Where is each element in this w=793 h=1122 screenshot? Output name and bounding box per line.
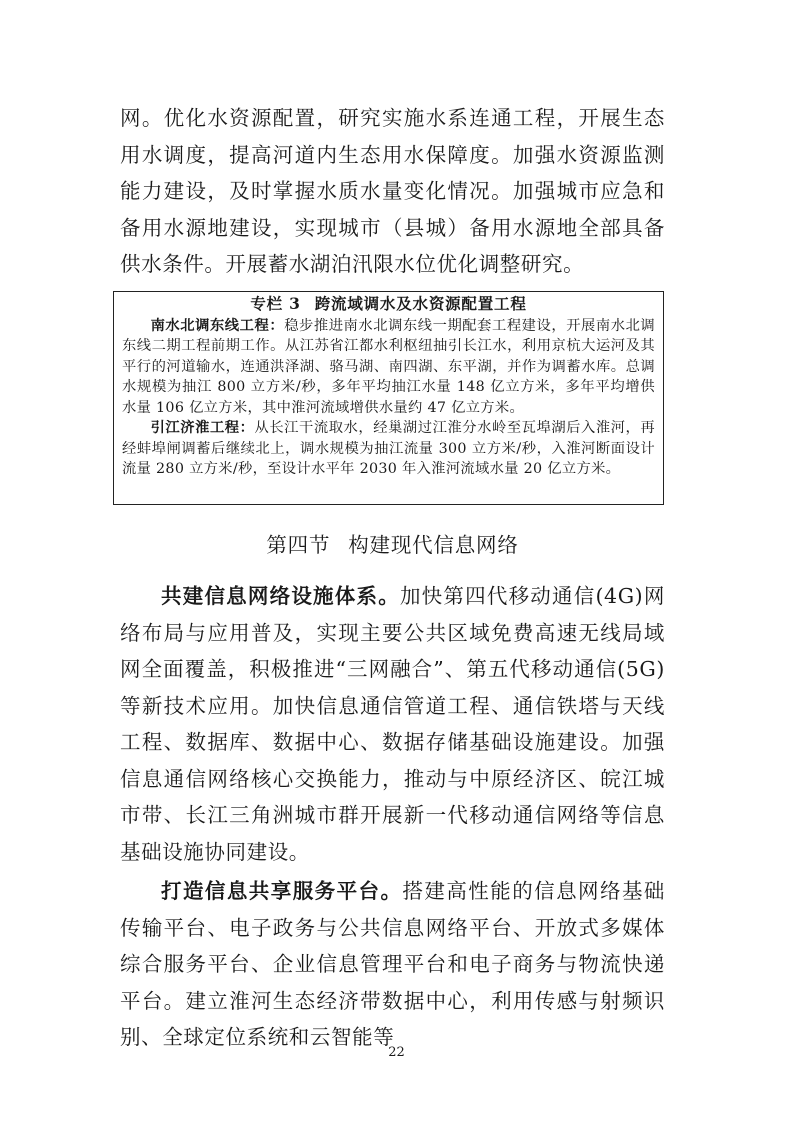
paragraph-text: 搭建高性能的信息网络基础传输平台、电子政务与公共信息网络平台、开放式多媒体综合服务平台、企业信息管理平台和电子商务与物流快递平台。建立淮河生态经济带数据中心，利用传感与射频识别、全球定位系统和云智能等 — [120, 879, 665, 1049]
section-number: 第四节 — [266, 533, 331, 557]
section-paragraph — [120, 873, 665, 1056]
section-paragraph — [120, 578, 665, 870]
page-number: 22 — [388, 1045, 405, 1060]
intro-paragraph: 网。优化水资源配置，研究实施水系连通工程，开展生态用水调度，提高河道内生态用水保障度。加强水资源监测能力建设，及时掌握水质水量变化情况。加强城市应急和备用水源地建设，实现城市（县城）备用水源地全部具备供水条件。开展蓄水湖泊汛限水位优化调整研究。 — [120, 106, 665, 276]
box-item-text: 从长江干流取水，经巢湖过江淮分水岭至瓦埠湖后入淮河，再经蚌埠闸调蓄后继续北上，调水规模为抽江流量 300 立方米/秒，入淮河断面设计流量 280 立方米/秒，至设计水平年 2030 年入淮河流域水量 20 亿立方米。 — [122, 420, 655, 477]
section-body — [120, 578, 665, 1059]
box-item-yangtze-huai — [122, 418, 655, 480]
paragraph-lead: 共建信息网络设施体系。 — [161, 584, 400, 608]
special-column-box — [113, 291, 664, 505]
box-item-lead: 南水北调东线工程： — [150, 317, 285, 334]
box-item-text: 稳步推进南水北调东线一期配套工程建设，开展南水北调东线二期工程前期工作。从江苏省江都水利枢纽抽引长江水，利用京杭大运河及其平行的河道输水，连通洪泽湖、骆马湖、南四湖、东平湖，并作为调蓄水库。总调水规模为抽江 800 立方米/秒，多年平均抽江水量 148 亿立方米，多年平均增供水量 106 亿立方米，其中淮河流域增供水量约 47 亿立方米。 — [122, 317, 656, 416]
box-item-lead: 引江济淮工程： — [150, 420, 255, 436]
box-item-east-route — [122, 316, 655, 419]
section-heading — [120, 530, 665, 560]
box-label: 专栏 3 — [250, 294, 301, 313]
box-title — [122, 294, 655, 315]
paragraph-lead: 打造信息共享服务平台。 — [161, 879, 403, 903]
box-title-text: 跨流域调水及水资源配置工程 — [314, 294, 527, 313]
section-title: 构建现代信息网络 — [348, 533, 519, 557]
intro-paragraph-block — [120, 100, 665, 283]
paragraph-text: 加快第四代移动通信(4G)网络布局与应用普及，实现主要公共区域免费高速无线局域网全面覆盖，积极推进“三网融合”、第五代移动通信(5G)等新技术应用。加快信息通信管道工程、通信铁塔与天线工程、数据库、数据中心、数据存储基础设施建设。加强信息通信网络核心交换能力，推动与中原经济区、皖江城市带、长江三角洲城市群开展新一代移动通信网络等信息基础设施协同建设。 — [120, 584, 665, 864]
